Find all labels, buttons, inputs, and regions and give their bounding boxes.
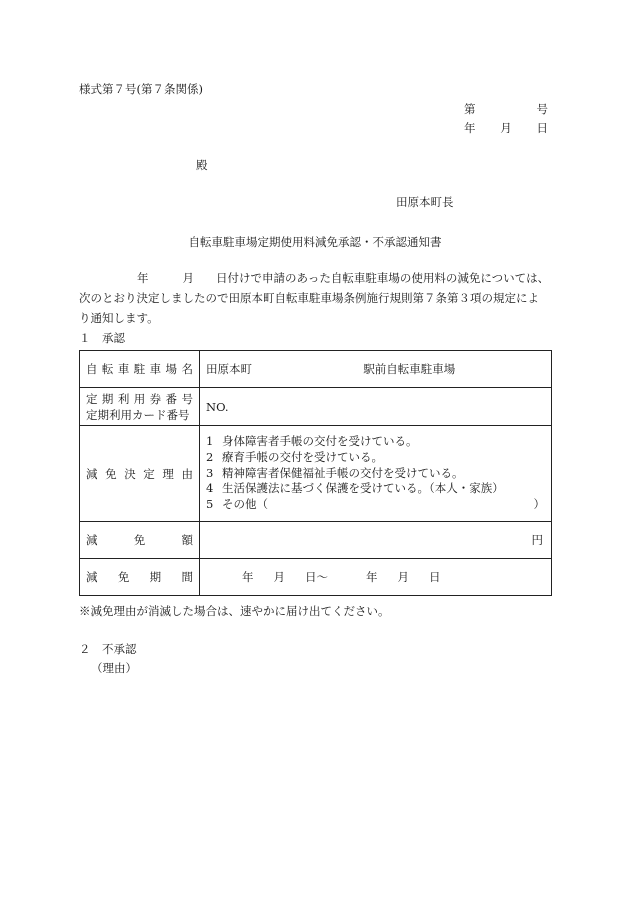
period-year-1: 年	[242, 570, 254, 584]
table-row	[80, 388, 552, 426]
label-char: 駐	[133, 362, 146, 376]
table-row	[80, 351, 552, 388]
document-date	[464, 120, 548, 136]
label-char: 減	[86, 570, 98, 584]
document-number	[464, 101, 548, 117]
date-month: 月	[500, 121, 512, 135]
period-value-cell	[200, 559, 552, 596]
body-paragraph	[79, 268, 554, 328]
label-char: 場	[165, 362, 178, 376]
reason-item	[206, 481, 545, 497]
section-disapproval-heading: ２ 不承認	[79, 642, 137, 656]
label-char: 理	[162, 466, 174, 481]
body-line-2: 次のとおり決定しましたので田原本町自転車駐車場条例施行規則第７条第３項の規定によ	[79, 291, 539, 305]
table-row	[80, 522, 552, 559]
label-char: 名	[181, 362, 193, 376]
label-char: 利	[117, 391, 130, 406]
period-day-2: 日	[429, 570, 441, 584]
pass-label-2: 定期利用カード番号	[86, 407, 190, 422]
period-label-cell	[80, 559, 200, 596]
parking-name: 駅前自転車駐車場	[363, 362, 456, 376]
parking-town: 田原本町	[206, 362, 252, 376]
reason-number: 4	[206, 481, 214, 496]
label-char: 車	[149, 362, 162, 376]
label-char: 車	[117, 362, 130, 376]
period-label	[86, 569, 193, 585]
amount-label-cell	[80, 522, 200, 559]
reason-text: 精神障害者保健福祉手帳の交付を受けている。	[222, 465, 464, 480]
reason-item	[206, 497, 545, 513]
amount-label	[86, 532, 193, 548]
reason-list	[206, 434, 545, 513]
reason-number: 3	[206, 465, 214, 480]
amount-unit: 円	[531, 533, 543, 547]
addressee: 殿	[196, 158, 208, 172]
reason-text: 療育手帳の交付を受けている。	[222, 449, 383, 464]
body-month: 月	[182, 271, 194, 285]
section-approval-heading: １ 承認	[79, 331, 125, 345]
reason-number: 1	[206, 434, 214, 448]
reason-item	[206, 434, 545, 450]
label-char: 減	[86, 466, 98, 481]
body-year: 年	[137, 271, 149, 285]
disapproval-reason-label: （理由）	[91, 661, 137, 675]
label-char: 額	[181, 533, 193, 547]
date-year: 年	[464, 121, 476, 135]
label-char: 号	[181, 391, 193, 406]
table-row	[80, 559, 552, 596]
period-year-2: 年	[366, 570, 378, 584]
reason-other-wrap	[222, 497, 545, 513]
reason-number: 2	[206, 449, 214, 464]
body-line-3: り通知します。	[79, 311, 159, 325]
pass-label-1	[86, 391, 193, 407]
form-number: 様式第７号(第７条関係)	[79, 82, 203, 96]
issuer: 田原本町長	[396, 195, 454, 209]
label-char: 期	[101, 391, 114, 406]
label-char: 期	[149, 570, 162, 584]
reason-label	[86, 466, 193, 482]
reason-text: 生活保護法に基づく保護を受けている。（本人・家族）	[222, 481, 504, 496]
label-char: 自	[86, 362, 98, 376]
label-char: 定	[86, 391, 98, 406]
reason-text: 身体障害者手帳の交付を受けている。	[222, 434, 418, 448]
pass-label-cell	[80, 388, 200, 426]
body-line-1-rest: 日付けで申請のあった自転車駐車場の使用料の減免については、	[216, 271, 550, 285]
label-char: 番	[165, 391, 178, 406]
label-char: 由	[181, 466, 193, 481]
label-char: 間	[181, 570, 193, 584]
reason-other-close: ）	[533, 497, 545, 512]
body-line-1	[79, 268, 554, 288]
label-char: 免	[117, 570, 130, 584]
pass-value-cell	[200, 388, 552, 426]
date-day: 日	[536, 121, 548, 135]
doc-number-suffix: 号	[536, 102, 548, 116]
label-char: 免	[133, 533, 146, 547]
period-value	[206, 569, 545, 585]
label-char: 減	[86, 533, 98, 547]
amount-value-cell	[200, 522, 552, 559]
parking-value-cell	[200, 351, 552, 388]
label-char: 定	[143, 466, 155, 481]
doc-number-prefix: 第	[464, 102, 476, 116]
label-char: 用	[133, 391, 146, 406]
reason-text: その他（	[222, 497, 268, 512]
parking-label	[86, 361, 193, 377]
period-day-1: 日～	[305, 570, 328, 584]
parking-label-cell	[80, 351, 200, 388]
label-char: 券	[149, 391, 162, 406]
period-month-1: 月	[273, 570, 285, 584]
reason-item	[206, 466, 545, 482]
notice-text: ※減免理由が消滅した場合は、速やかに届け出てください。	[79, 604, 390, 618]
reason-label-cell	[80, 426, 200, 522]
reason-number: 5	[206, 497, 214, 512]
label-char: 決	[124, 466, 136, 481]
table-row	[80, 426, 552, 522]
reason-item	[206, 450, 545, 466]
period-month-2: 月	[397, 570, 409, 584]
approval-table	[79, 350, 552, 596]
reason-list-cell	[200, 426, 552, 522]
document-title: 自転車駐車場定期使用料減免承認・不承認通知書	[188, 235, 442, 249]
label-char: 転	[101, 362, 114, 376]
label-char: 免	[105, 466, 117, 481]
pass-value: NO.	[206, 399, 229, 414]
